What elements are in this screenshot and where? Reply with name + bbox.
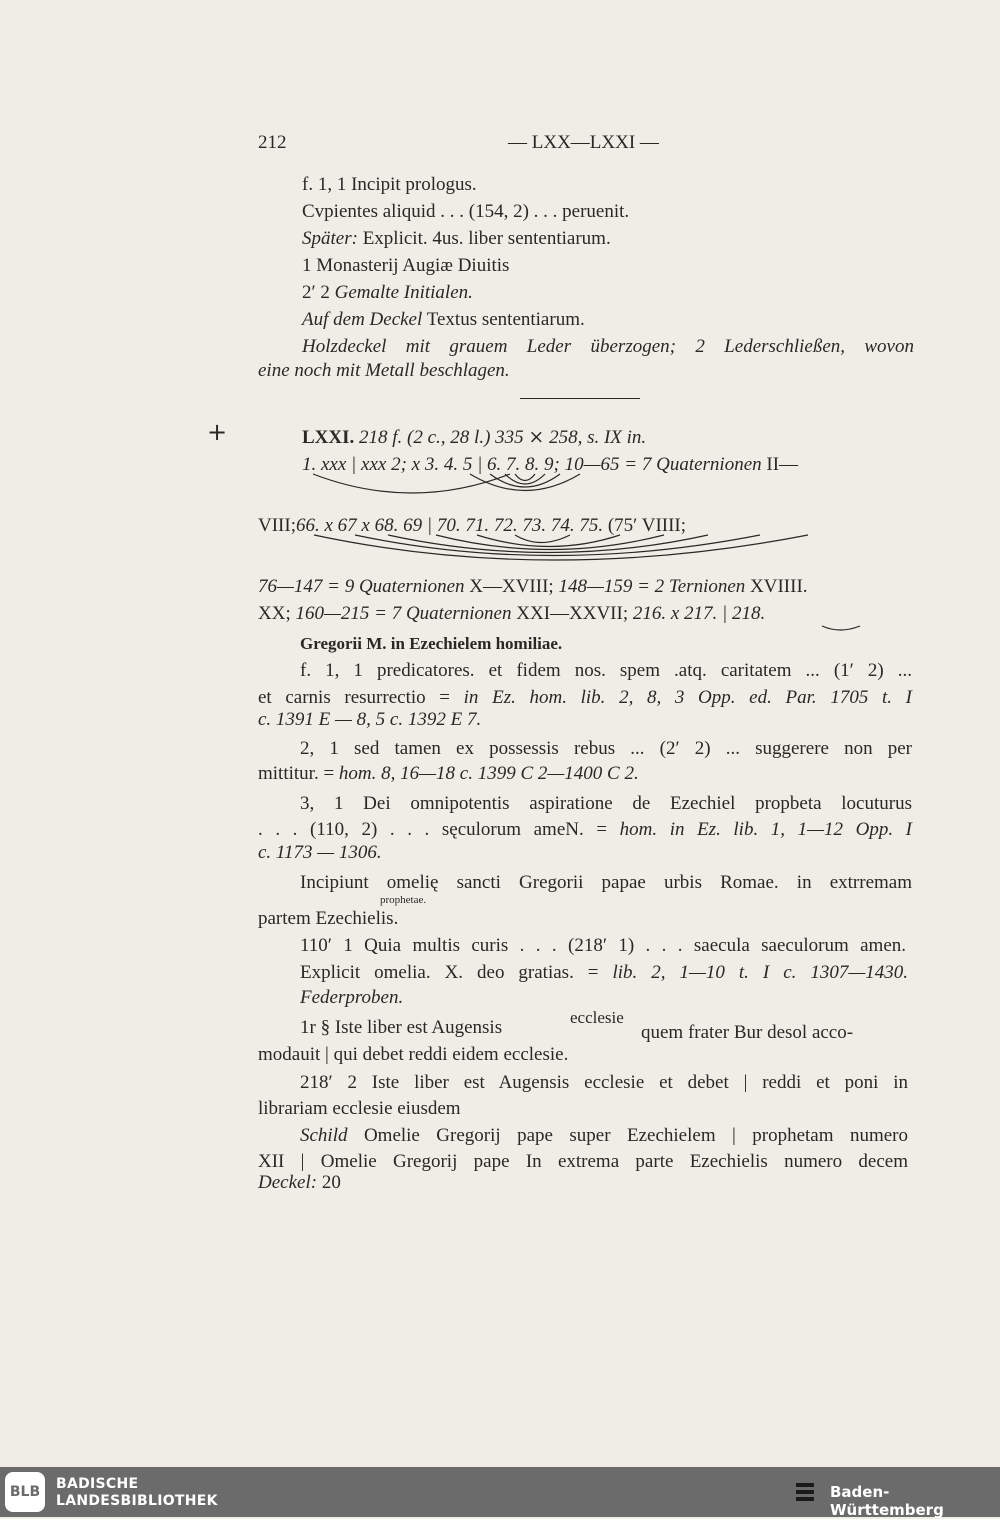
text-line: partem Ezechielis. [258,908,399,929]
text-line: 1r § Iste liber est Augensis [300,1017,503,1038]
text-line [258,686,912,710]
quire-arc [822,626,860,630]
quire-arc [515,474,535,481]
quire-arc [515,535,570,543]
text-line [258,602,765,626]
text-line: c. 1173 — 1306. [258,842,382,863]
text-span: Gemalte Initialen. [334,282,473,303]
text-span: XVIIII. [750,576,808,597]
text-line: Holzdeckel mit grauem Leder überzogen; 2 Lederschließen, wovon [302,336,914,357]
lion-crest-icon [790,1477,820,1507]
text-span: Explicit. 4us. liber sententiarum. [362,228,611,249]
text-span: XXI—XXVII; [516,603,629,624]
interlinear-note: prophetae. [380,894,427,906]
quire-arc [470,474,580,491]
text-line: c. 1391 E — 8, 5 c. 1392 E 7. [258,709,482,730]
text-span: Textus sententiarum. [426,309,585,330]
text-span: 1. xxx | xxx 2; x 3. 4. 5 | 6. 7. 8. 9; 10—65 = 7 Quaternionen [302,454,762,475]
text-span: 218 f. (2 c., 28 l.) 335 ⨯ 258, s. IX in. [359,427,647,448]
text-line: Cvpientes aliquid . . . (154, 2) . . . peruenit. [302,201,630,222]
text-line: 110′ 1 Quia multis curis . . . (218′ 1) . . . saecula saeculorum amen. [300,935,906,956]
text-span: in Ez. hom. lib. 2, 8, 3 Opp. ed. Par. 1705 t. I [463,687,912,708]
text-line: quem frater Bur desol acco- [641,1022,854,1043]
text-line: XII | Omelie Gregorij pape In extrema parte Ezechielis numero decem [258,1151,908,1172]
text-span: 216. x 217. | 218. [632,603,766,624]
text-line [258,575,808,599]
text-span: 2′ 2 [302,282,330,303]
text-span: Auf dem Deckel [302,309,423,330]
text-span: 66. x 67 x 68. 69 | 70. 71. 72. 73. 74. 75. [295,515,604,536]
text-span: Explicit omelia. X. deo gratias. = [300,962,599,983]
text-line: Federproben. [300,987,404,1008]
text-span: (75′ VIIII; [607,515,687,536]
section-heading: Gregorii M. in Ezechielem homiliae. [300,634,563,653]
text-line: 1 Monasterij Augiæ Diuitis [302,255,510,276]
text-span: LXXI. [302,427,355,448]
text-line [258,1171,341,1195]
text-line: librariam ecclesie eiusdem [258,1098,461,1119]
text-line: modauit | qui debet reddi eidem ecclesie. [258,1044,569,1065]
blb-logo[interactable]: BLB [5,1472,45,1512]
interlinear-note: ecclesie [570,1008,624,1027]
text-span: 76—147 = 9 Quaternionen [258,576,465,597]
text-span: mittitur. = [258,763,335,784]
text-span: lib. 2, 1—10 t. I c. 1307—1430. [612,962,909,983]
text-span: 148—159 = 2 Ternionen [558,576,746,597]
quire-arc [313,474,510,493]
quire-arc [505,474,545,484]
text-span: hom. in Ez. lib. 1, 1—12 Opp. I [619,819,912,840]
text-line: 3, 1 Dei omnipotentis aspiratione de Ezechiel propbeta locuturus [300,793,912,814]
text-line [300,961,908,985]
library-name-line1: BADISCHE [56,1476,139,1492]
text-line [258,762,639,786]
text-span: X—XVIII; [469,576,554,597]
text-span: II— [766,454,799,475]
quire-diagram [0,0,1000,640]
text-line: Incipiunt omelię sancti Gregorii papae urbis Romae. in extrremam [300,872,912,893]
text-line: eine noch mit Metall beschlagen. [258,360,510,381]
text-span: Später: [302,228,358,249]
text-span: 160—215 = 7 Quaternionen [295,603,512,624]
margin-mark: + [207,418,228,446]
text-line [258,818,912,842]
text-line [300,1124,908,1148]
text-span: Omelie Gregorij pape super Ezechielem | prophetam numero [363,1125,908,1146]
text-span: Deckel: [258,1172,318,1193]
text-line: 2, 1 sed tamen ex possessis rebus ... (2′ 2) ... suggerere non per [300,738,912,759]
page-number: 212 [258,132,287,153]
text-span: hom. 8, 16—18 c. 1399 C 2—1400 C 2. [338,763,639,784]
text-span: et carnis resurrectio = [258,687,450,708]
footer-bar [0,1467,1000,1517]
text-line: 218′ 2 Iste liber est Augensis ecclesie et debet | reddi et poni in [300,1072,908,1093]
text-span: Schild [300,1125,348,1146]
text-span: . . . (110, 2) . . . sęculorum ameN. = [258,819,608,840]
library-name-line2: LANDESBIBLIOTHEK [56,1493,218,1509]
text-line: f. 1, 1 predicatores. et fidem nos. spem .atq. caritatem ... (1′ 2) ... [300,660,912,681]
text-span: 20 [321,1172,341,1193]
text-line: f. 1, 1 Incipit prologus. [302,174,477,195]
text-span: VIII; [258,515,296,536]
state-name: Baden-Württemberg [830,1483,944,1519]
text-span: XX; [258,603,291,624]
running-title: — LXX—LXXI — [508,132,659,153]
quire-arc [477,535,620,547]
